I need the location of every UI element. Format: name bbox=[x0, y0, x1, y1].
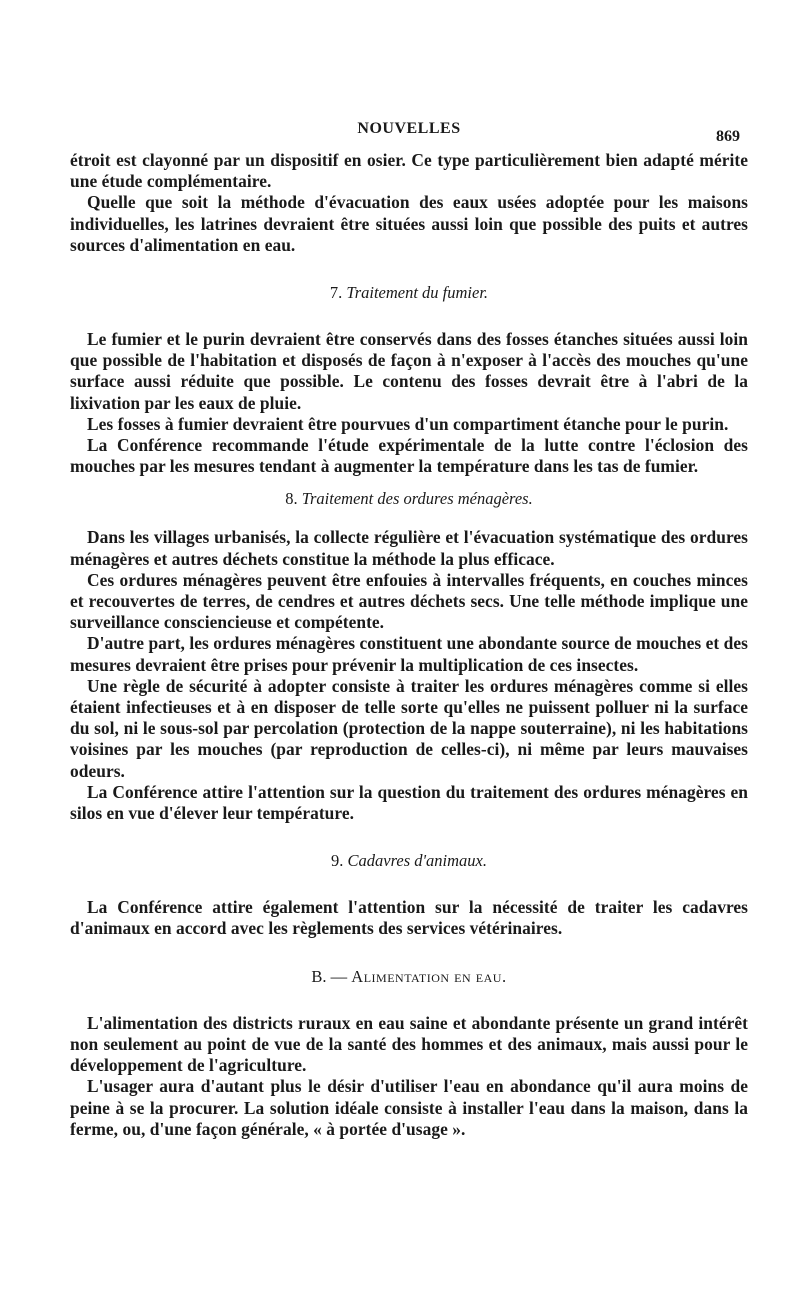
section-dash: — bbox=[330, 966, 348, 986]
section-title: Cadavres d'animaux. bbox=[347, 851, 487, 871]
running-header bbox=[70, 118, 748, 150]
section-heading-8 bbox=[70, 488, 748, 509]
paragraph: D'autre part, les ordures ménagères constituent une abondante source de mouches et des mesures devraient être prises pour prévenir la multiplication de ces insectes. bbox=[70, 633, 748, 675]
document-page bbox=[70, 118, 748, 1140]
page-number: 869 bbox=[716, 128, 740, 145]
paragraph: Dans les villages urbanisés, la collecte régulière et l'évacuation systématique des ordures ménagères et autres déchets constitue la méthode la plus efficace. bbox=[70, 527, 748, 569]
paragraph: Le fumier et le purin devraient être conservés dans des fosses étanches situées aussi loin que possible de l'habitation et disposés de façon à n'exposer à l'accès des mouches qu'une surface aussi réduite que possible. Le contenu des fosses devrait être à l'abri de la lixivation par les eaux de pluie. bbox=[70, 329, 748, 413]
paragraph: Ces ordures ménagères peuvent être enfouies à intervalles fréquents, en couches minces et recouvertes de terres, de cendres et autres déchets secs. Une telle méthode implique une surveillance consciencieuse et compétente. bbox=[70, 569, 748, 633]
section-letter: B. bbox=[311, 966, 327, 986]
paragraph: Une règle de sécurité à adopter consiste à traiter les ordures ménagères comme si elles étaient infectieuses et à en disposer de telle sorte qu'elles ne puissent polluer ni la surface du sol, ni le sous-sol par percolation (protection de la nappe souterraine), ni les habitations voisines par les mouches (par reproduction de celles-ci), ni même par leurs mauvaises odeurs. bbox=[70, 675, 748, 781]
paragraph: L'usager aura d'autant plus le désir d'utiliser l'eau en abondance qu'il aura moins de peine à se la procurer. La solution idéale consiste à installer l'eau dans la maison, dans la ferme, ou, d'une façon générale, « à portée d'usage ». bbox=[70, 1076, 748, 1139]
paragraph-continuation: étroit est clayonné par un dispositif en osier. Ce type particulièrement bien adapté mérite une étude complémentaire. bbox=[70, 150, 748, 192]
paragraph: Les fosses à fumier devraient être pourvues d'un compartiment étanche pour le purin. bbox=[87, 413, 729, 434]
paragraph: L'alimentation des districts ruraux en eau saine et abondante présente un grand intérêt non seulement au point de vue de la santé des hommes et des animaux, mais aussi pour le développement de l'agriculture. bbox=[70, 1012, 748, 1076]
section-heading-9 bbox=[70, 850, 748, 871]
section-heading-7 bbox=[70, 282, 748, 303]
section-number: 7. bbox=[329, 283, 343, 303]
paragraph: Quelle que soit la méthode d'évacuation des eaux usées adoptée pour les maisons individuelles, les latrines devraient être situées aussi loin que possible des puits et autres sources d'alimentation en eau. bbox=[70, 192, 748, 255]
section-heading-b bbox=[70, 966, 748, 987]
section-number: 8. bbox=[285, 489, 298, 509]
paragraph: La Conférence recommande l'étude expérimentale de la lutte contre l'éclosion des mouches par les mesures tendant à augmenter la température dans les tas de fumier. bbox=[70, 435, 748, 477]
paragraph: La Conférence attire également l'attention sur la nécessité de traiter les cadavres d'animaux en accord avec les règlements des services vétérinaires. bbox=[70, 897, 748, 939]
section-title: Traitement des ordures ménagères. bbox=[301, 489, 533, 509]
paragraph: La Conférence attire l'attention sur la question du traitement des ordures ménagères en silos en vue d'élever leur température. bbox=[70, 781, 748, 824]
section-title: Traitement du fumier. bbox=[346, 283, 489, 303]
running-title: NOUVELLES bbox=[357, 120, 461, 137]
section-number: 9. bbox=[331, 851, 344, 871]
section-title: Alimentation en eau. bbox=[351, 966, 507, 986]
